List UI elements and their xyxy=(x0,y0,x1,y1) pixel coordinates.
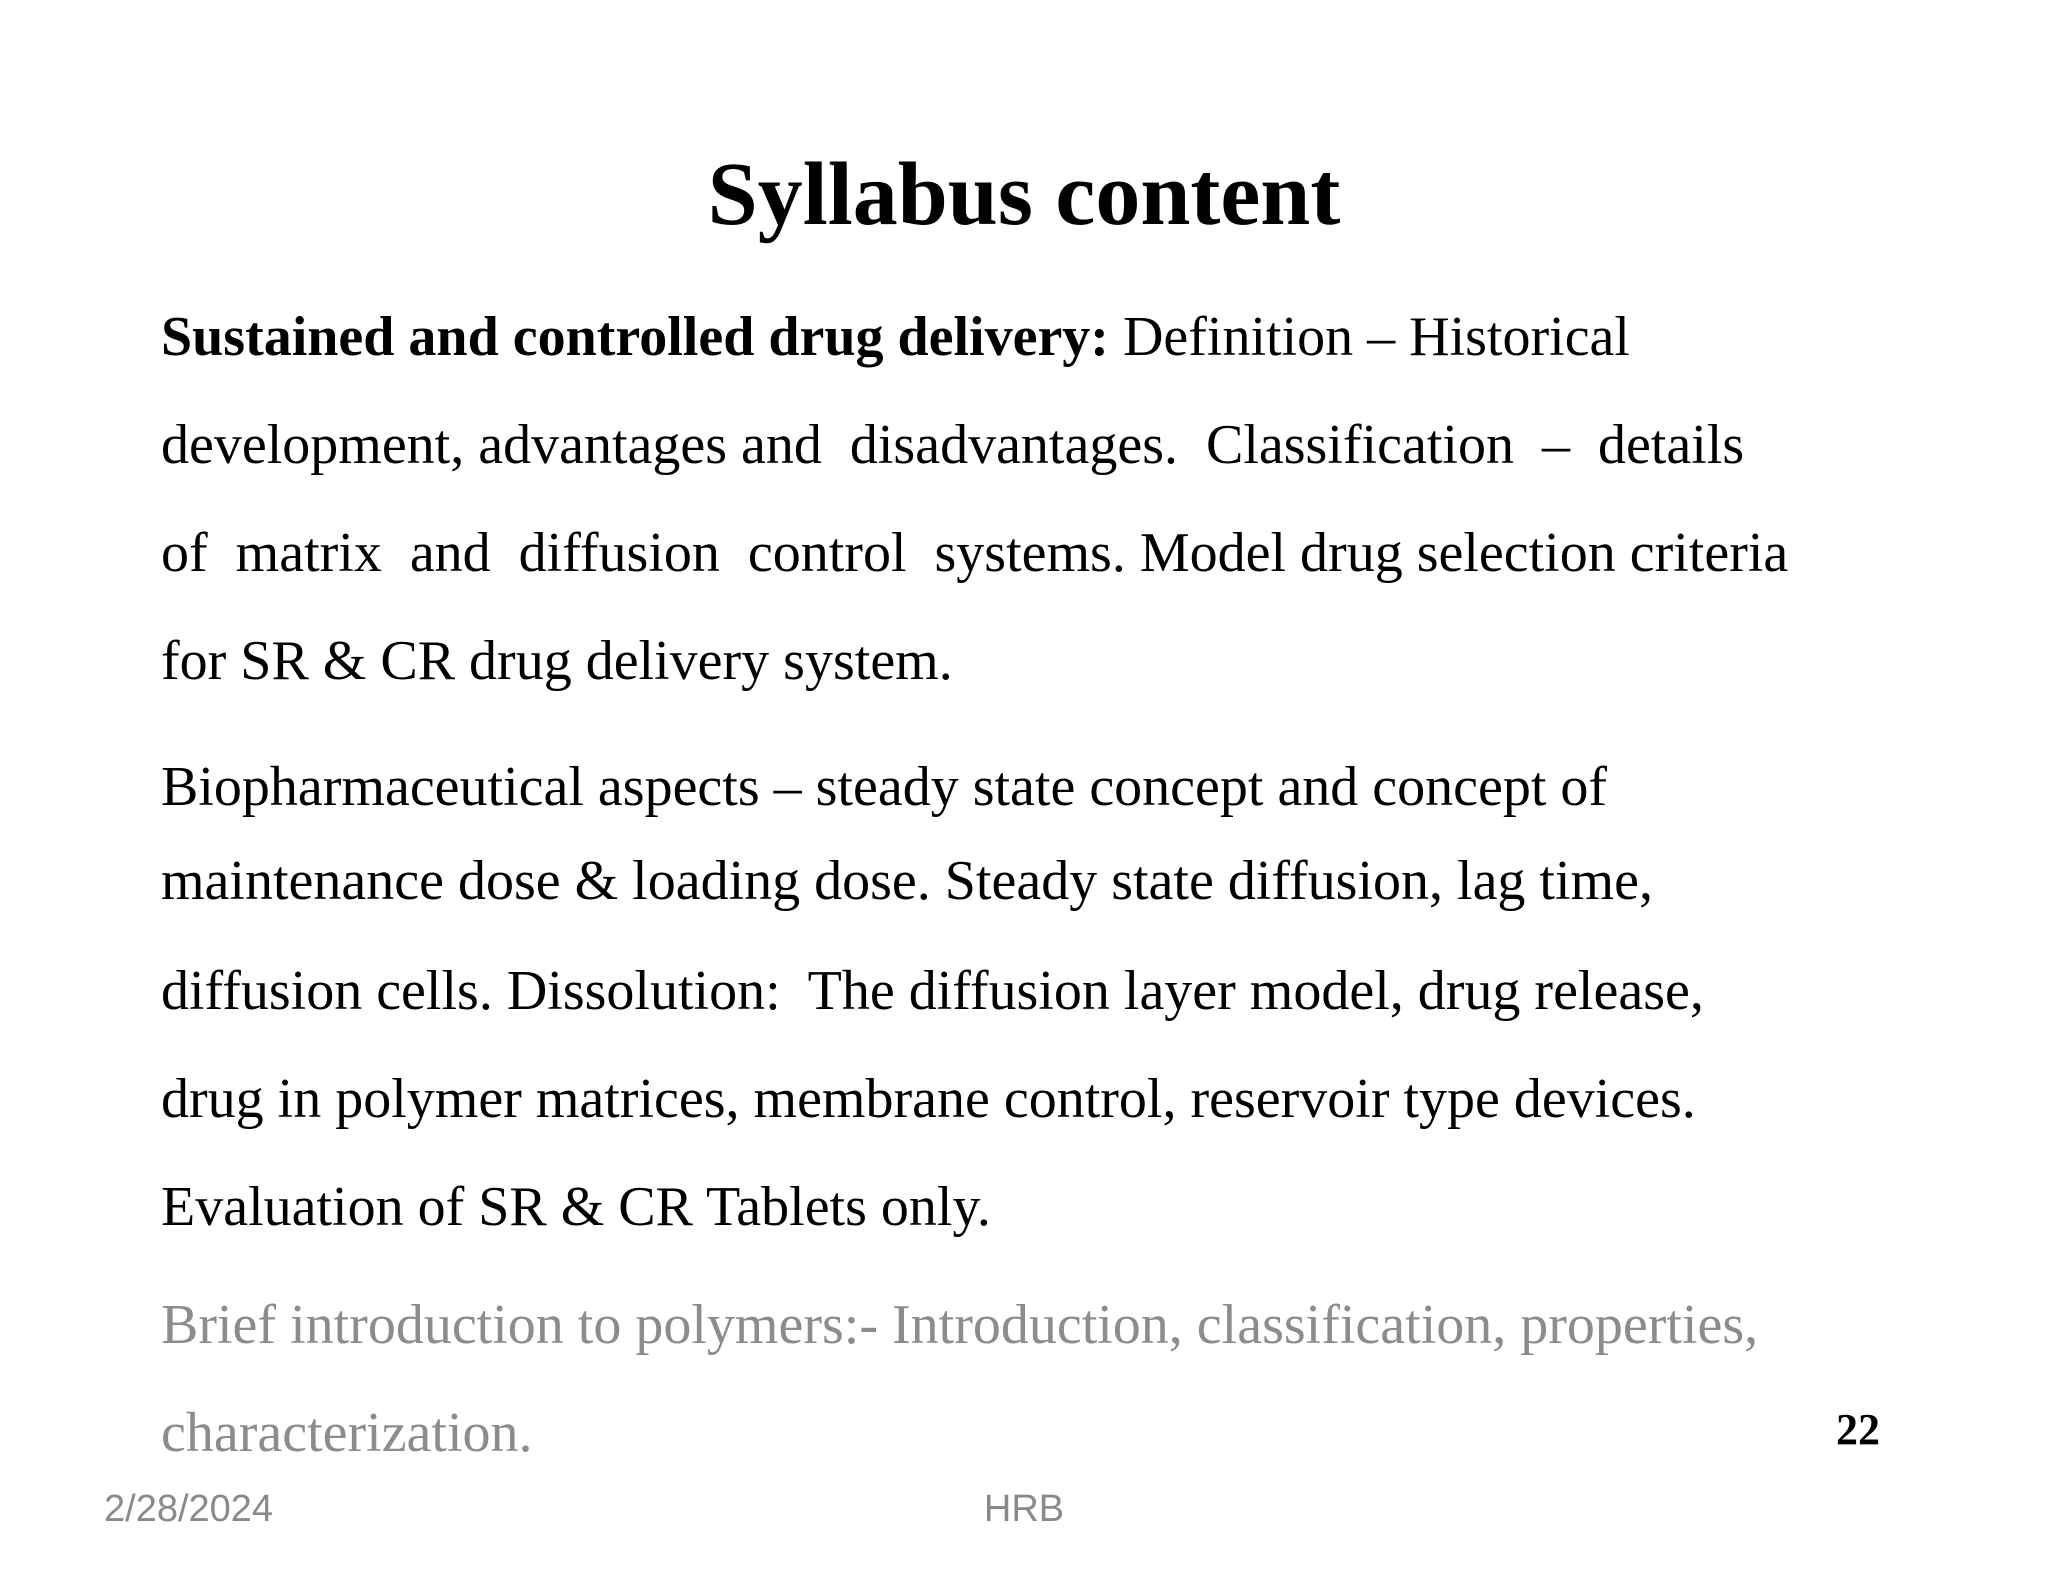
footer-author: HRB xyxy=(983,1488,1065,1530)
slide-title: Syllabus content xyxy=(707,145,1341,244)
paragraph2-line3: diffusion cells. Dissolution: The diffusion layer model, drug release, xyxy=(161,960,1704,1022)
paragraph2-line5: Evaluation of SR & CR Tablets only. xyxy=(161,1176,991,1238)
paragraph2-line4: drug in polymer matrices, membrane control, reservoir type devices. xyxy=(161,1068,1696,1130)
paragraph1-bold-lead: Sustained and controlled drug delivery: xyxy=(161,306,1109,368)
page-number: 22 xyxy=(1836,1405,1880,1454)
paragraph3-line2: characterization. xyxy=(161,1402,533,1464)
paragraph1-line1-rest: Definition – Historical xyxy=(1108,306,1630,368)
paragraph1-line2: development, advantages and disadvantages. Classification – details xyxy=(161,414,1745,476)
paragraph2-line1: Biopharmaceutical aspects – steady state concept and concept of xyxy=(161,756,1608,818)
paragraph3-line1: Brief introduction to polymers:- Introduction, classification, properties, xyxy=(161,1294,1759,1356)
paragraph1-line1 xyxy=(161,302,1630,372)
paragraph1-line4: for SR & CR drug delivery system. xyxy=(161,630,953,692)
paragraph1-line3: of matrix and diffusion control systems. Model drug selection criteria xyxy=(161,522,1789,584)
paragraph2-line2: maintenance dose & loading dose. Steady state diffusion, lag time, xyxy=(161,850,1653,912)
footer-date: 2/28/2024 xyxy=(104,1488,274,1530)
